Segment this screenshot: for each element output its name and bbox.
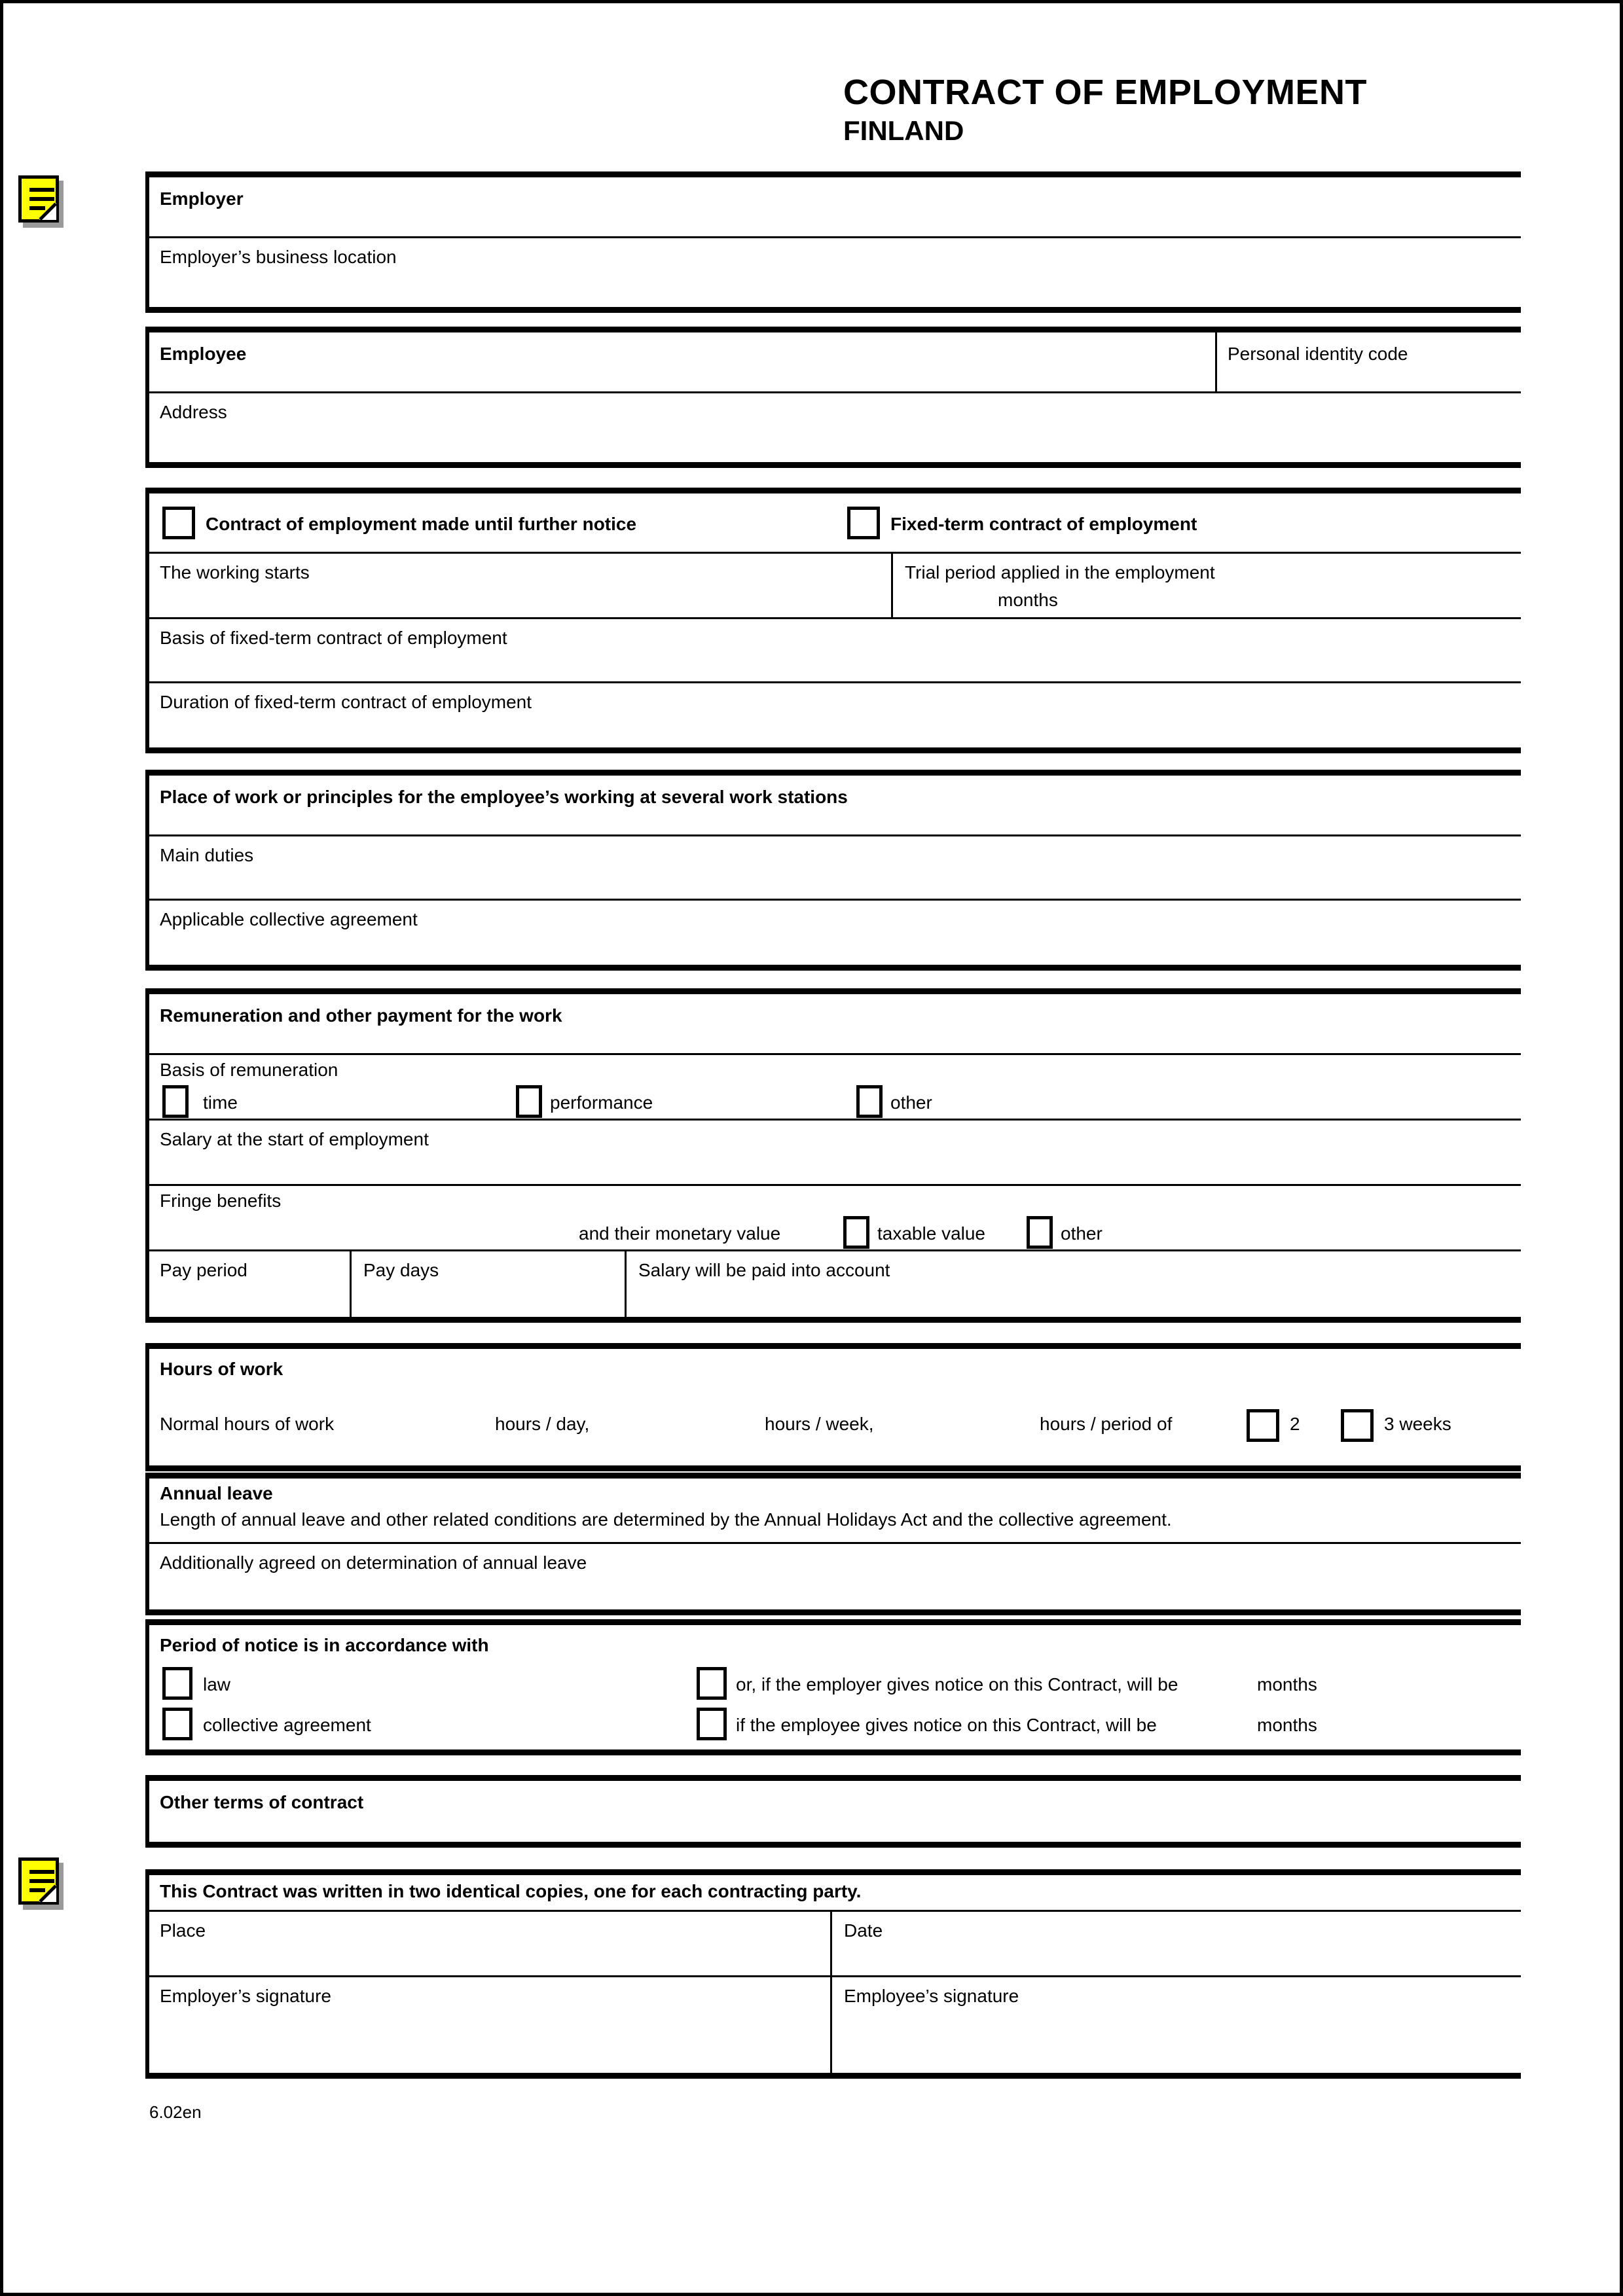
sticky-note-body [18,1857,59,1905]
main-duties-row[interactable] [149,836,1521,901]
sticky-note-line [29,188,54,192]
sticky-note-line [29,1870,54,1874]
label-basis-other: other [890,1092,932,1113]
employee-address-row[interactable] [149,393,1521,462]
place-label: Place [160,1920,206,1941]
personal-identity-code-cell[interactable] [1215,332,1521,391]
employer-business-location-label: Employer’s business location [160,247,397,267]
checkbox-basis-time[interactable] [162,1085,189,1118]
trial-period-label: Trial period applied in the employment [905,562,1215,583]
employer-section [145,171,1521,313]
salary-account-label: Salary will be paid into account [638,1260,890,1280]
other-terms-row[interactable] [149,1781,1521,1842]
pay-period-cell[interactable] [149,1251,350,1317]
employee-name-row[interactable] [149,332,1521,393]
annual-leave-additional-row[interactable] [149,1544,1521,1609]
employee-signature-cell[interactable] [830,1977,1521,2073]
signatures-section [145,1869,1521,2079]
checkbox-basis-other[interactable] [856,1085,883,1118]
sticky-note-icon[interactable] [18,1857,59,1905]
annual-leave-statement: Length of annual leave and other related conditions are determined by the Annual Holidays Act and the collective agreement. [160,1509,1172,1530]
label-until-further-notice: Contract of employment made until further notice [206,514,637,534]
other-terms-heading: Other terms of contract [160,1792,364,1812]
page-subtitle: FINLAND [843,115,964,147]
normal-hours-label: Normal hours of work [160,1414,335,1434]
label-notice-collective-agreement: collective agreement [203,1715,371,1735]
label-basis-performance: performance [550,1092,653,1113]
contract-type-options-row[interactable] [149,493,1521,554]
remuneration-heading: Remuneration and other payment for the work [160,1005,562,1026]
fringe-benefits-row[interactable] [149,1186,1521,1251]
pay-period-label: Pay period [160,1260,247,1280]
signatures-statement-row [149,1875,1521,1912]
checkbox-fixed-term[interactable] [847,507,880,539]
employer-signature-cell[interactable] [149,1977,830,2073]
trial-period-cell[interactable] [891,554,1521,617]
employee-address-label: Address [160,402,227,422]
annual-leave-heading: Annual leave [160,1483,273,1503]
place-of-work-row[interactable] [149,776,1521,836]
sticky-note-line [29,1879,54,1883]
pay-days-label: Pay days [363,1260,439,1280]
label-employee-notice: if the employee gives notice on this Contract, will be [736,1715,1157,1735]
applicable-collective-agreement-label: Applicable collective agreement [160,909,418,929]
label-employer-notice-months: months [1257,1674,1317,1695]
place-of-work-section [145,770,1521,971]
label-basis-time: time [203,1092,238,1113]
main-duties-label: Main duties [160,845,254,865]
basis-fixed-term-row[interactable] [149,619,1521,683]
signatures-heading: This Contract was written in two identical copies, one for each contracting party. [160,1881,862,1901]
checkbox-taxable-value[interactable] [843,1216,869,1249]
label-monetary-other: other [1061,1223,1103,1244]
employee-heading: Employee [160,344,247,364]
checkbox-basis-performance[interactable] [516,1085,542,1118]
personal-identity-code-label: Personal identity code [1228,344,1408,364]
hours-of-work-row[interactable] [149,1349,1521,1465]
contract-type-section [145,488,1521,753]
label-taxable-value: taxable value [877,1223,986,1244]
place-of-work-heading: Place of work or principles for the employee’s working at several work stations [160,787,848,807]
basis-of-remuneration-row[interactable] [149,1055,1521,1121]
hours-per-week-label: hours / week, [765,1414,874,1434]
other-terms-section [145,1775,1521,1848]
applicable-collective-agreement-row[interactable] [149,901,1521,965]
trial-period-months-label: months [998,590,1058,610]
checkbox-period-2[interactable] [1247,1409,1279,1442]
employee-section [145,327,1521,468]
page-title: CONTRACT OF EMPLOYMENT [843,73,1367,112]
annual-leave-additional-label: Additionally agreed on determination of annual leave [160,1552,587,1573]
employee-name-cell[interactable] [149,332,1215,391]
employer-signature-label: Employer’s signature [160,1986,331,2006]
pay-days-cell[interactable] [350,1251,625,1317]
period-of-notice-heading: Period of notice is in accordance with [160,1635,489,1655]
period-of-notice-row [149,1625,1521,1749]
signature-fields-row[interactable] [149,1977,1521,2073]
label-employee-notice-months: months [1257,1715,1317,1735]
label-notice-law: law [203,1674,231,1695]
basis-of-remuneration-label: Basis of remuneration [160,1060,338,1080]
working-starts-label: The working starts [160,562,310,583]
working-starts-cell[interactable] [149,554,891,617]
salary-at-start-label: Salary at the start of employment [160,1129,429,1149]
sticky-note-icon[interactable] [18,175,59,223]
period-of-notice-section [145,1619,1521,1755]
checkbox-period-3-weeks[interactable] [1341,1409,1374,1442]
label-period-3-weeks: 3 weeks [1384,1414,1451,1434]
fringe-benefits-label: Fringe benefits [160,1191,282,1211]
hours-of-work-section [145,1343,1521,1471]
remuneration-heading-row[interactable] [149,994,1521,1055]
duration-fixed-term-row[interactable] [149,683,1521,747]
checkbox-monetary-other[interactable] [1027,1216,1053,1249]
date-cell[interactable] [830,1912,1521,1975]
checkbox-notice-collective-agreement[interactable] [162,1708,192,1740]
checkbox-until-further-notice[interactable] [162,507,195,539]
hours-per-day-label: hours / day, [495,1414,590,1434]
form-code: 6.02en [149,2102,202,2122]
working-starts-row[interactable] [149,554,1521,619]
sticky-note-body [18,175,59,223]
duration-fixed-term-label: Duration of fixed-term contract of employment [160,692,532,712]
label-employer-notice: or, if the employer gives notice on this Contract, will be [736,1674,1178,1695]
annual-leave-heading-row [149,1479,1521,1544]
place-date-row[interactable] [149,1912,1521,1977]
date-label: Date [844,1920,883,1941]
employer-heading: Employer [160,188,244,209]
checkbox-employer-notice[interactable] [697,1667,727,1700]
salary-account-cell[interactable] [625,1251,1521,1317]
monetary-value-label: and their monetary value [579,1223,781,1244]
hours-per-period-label: hours / period of [1040,1414,1173,1434]
checkbox-employee-notice[interactable] [697,1708,727,1740]
annual-leave-section [145,1473,1521,1615]
employee-signature-label: Employee’s signature [844,1986,1019,2006]
basis-fixed-term-label: Basis of fixed-term contract of employment [160,628,507,648]
label-fixed-term: Fixed-term contract of employment [890,514,1197,534]
pay-details-row[interactable] [149,1251,1521,1317]
remuneration-section [145,988,1521,1323]
salary-at-start-row[interactable] [149,1121,1521,1186]
checkbox-notice-law[interactable] [162,1667,192,1700]
place-cell[interactable] [149,1912,830,1975]
sticky-note-line [29,197,54,201]
employer-business-location-row[interactable] [149,238,1521,307]
document-title-block [838,73,1519,146]
hours-of-work-heading: Hours of work [160,1359,283,1379]
employer-name-row[interactable] [149,177,1521,238]
label-period-2: 2 [1290,1414,1300,1434]
